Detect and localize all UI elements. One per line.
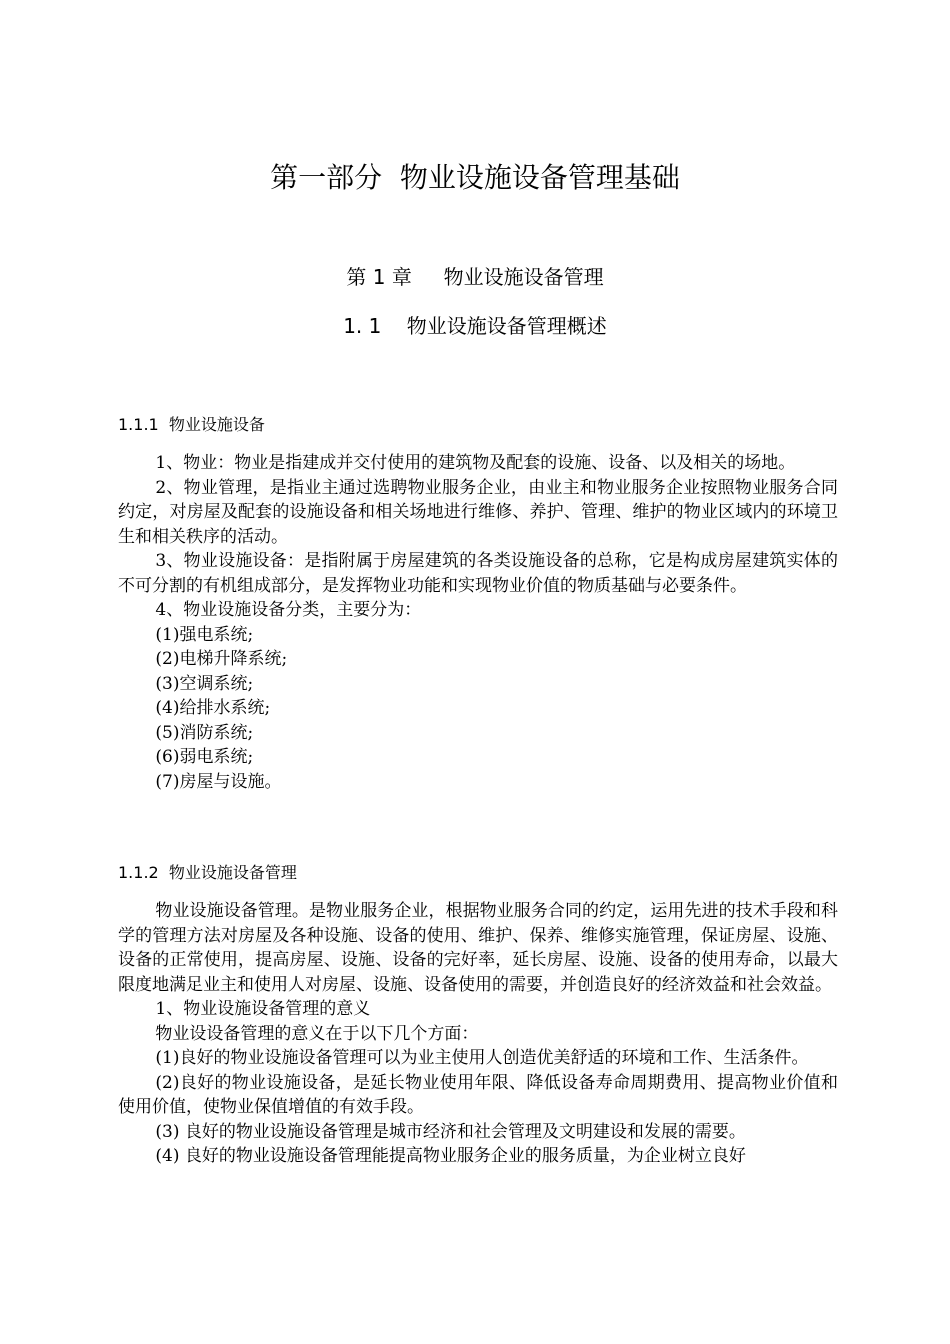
paragraph: (3) 良好的物业设施设备管理是城市经济和社会管理及文明建设和发展的需要。 — [155, 1121, 746, 1142]
list-item: (2)电梯升降系统; — [155, 649, 288, 669]
paragraph: 2、物业管理，是指业主通过选聘物业服务企业，由业主和物业服务企业按照物业服务合同约定，对房屋及配套的设施设备和相关场地进行维修、养护、管理、维护的物业区域内的环境卫生和相关秩序的活动。 — [118, 477, 838, 547]
paragraph: (1)良好的物业设施设备管理可以为业主使用人创造优美舒适的环境和工作、生活条件。 — [155, 1048, 809, 1068]
chapter-title: 第 1 章 物业设施设备管理 — [346, 265, 604, 289]
subsection-body-1-1-1 — [118, 451, 838, 794]
paragraph: 物业设设备管理的意义在于以下几个方面： — [155, 1023, 479, 1044]
paragraph: 1、物业设施设备管理的意义 — [155, 999, 371, 1019]
list-item: (5)消防系统; — [155, 722, 254, 743]
part-title: 第一部分 物业设施设备管理基础 — [270, 161, 680, 194]
list-item: (1)强电系统; — [155, 624, 254, 645]
paragraph: 1、物业：物业是指建成并交付使用的建筑物及配套的设施、设备、以及相关的场地。 — [155, 453, 796, 473]
subsection-body-1-1-2 — [118, 899, 838, 1169]
section-title: 1. 1 物业设施设备管理概述 — [343, 314, 607, 338]
paragraph: (4) 良好的物业设施设备管理能提高物业服务企业的服务质量，为企业树立良好 — [155, 1146, 746, 1166]
paragraph: (2)良好的物业设施设备，是延长物业使用年限、降低设备寿命周期费用、提高物业价值和使用价值，使物业保值增值的有效手段。 — [118, 1072, 838, 1117]
list-item: (7)房屋与设施。 — [155, 771, 282, 792]
list-item: (4)给排水系统; — [155, 698, 271, 718]
paragraph: 3、物业设施设备：是指附属于房屋建筑的各类设施设备的总称，它是构成房屋建筑实体的不可分割的有机组成部分，是发挥物业功能和实现物业价值的物质基础与必要条件。 — [118, 551, 838, 596]
subsection-heading-1-1-2: 1.1.2 物业设施设备管理 — [118, 863, 297, 882]
list-item: (3)空调系统; — [155, 673, 254, 694]
list-item: (6)弱电系统; — [155, 747, 254, 767]
paragraph: 物业设施设备管理。是物业服务企业，根据物业服务合同的约定，运用先进的技术手段和科学的管理方法对房屋及各种设施、设备的使用、维护、保养、维修实施管理，保证房屋、设施、设备的正常使用，提高房屋、设施、设备的完好率，延长房屋、设施、设备的使用寿命，以最大限度地满足业主和使用人对房屋、设施、设备使用的需要，并创造良好的经济效益和社会效益。 — [118, 901, 838, 995]
paragraph: 4、物业设施设备分类，主要分为： — [155, 600, 422, 620]
subsection-heading-1-1-1: 1.1.1 物业设施设备 — [118, 415, 265, 434]
